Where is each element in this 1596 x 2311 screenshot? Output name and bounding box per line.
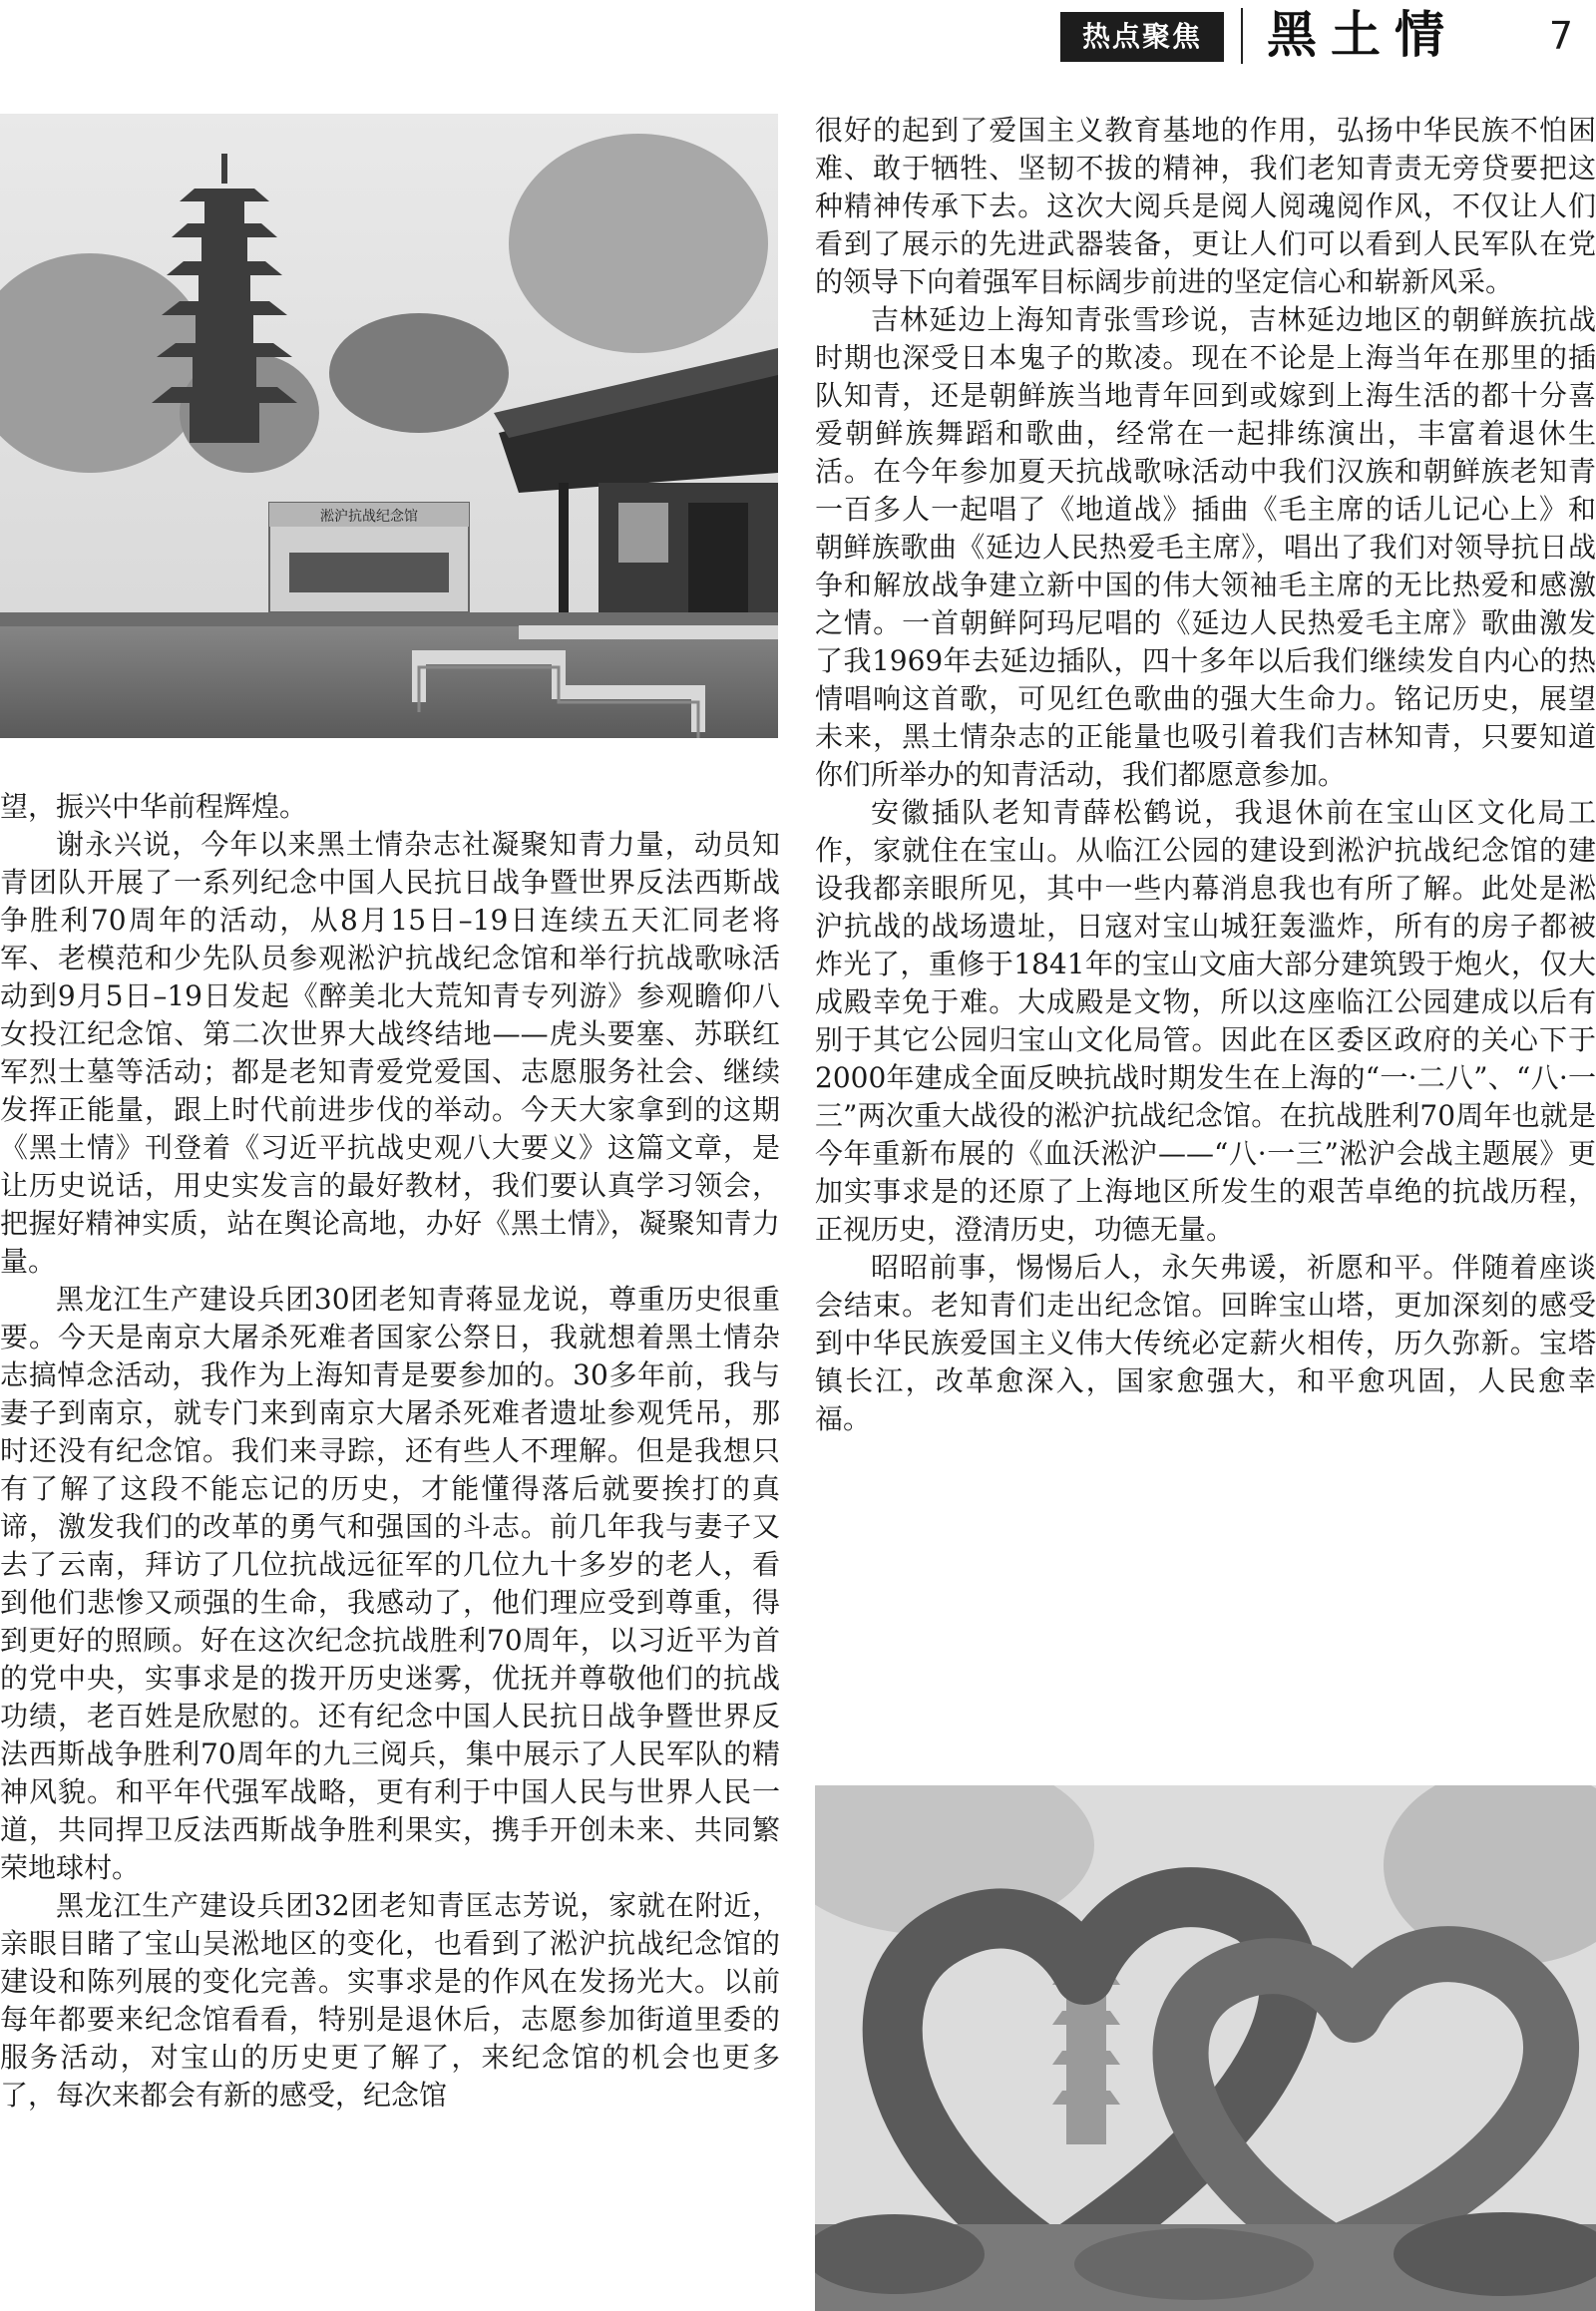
paragraph: 吉林延边上海知青张雪珍说，吉林延边地区的朝鲜族抗战时期也深受日本鬼子的欺凌。现在不论是上海当年在那里的插队知青，还是朝鲜族当地青年回到或嫁到上海生活的都十分喜爱朝鲜族舞蹈和歌曲，经常在一起排练演出，丰富着退休生活。在今年参加夏天抗战歌咏活动中我们汉族和朝鲜族老知青一百多人一起唱了《地道战》插曲《毛主席的话儿记心上》和朝鲜族歌曲《延边人民热爱毛主席》，唱出了我们对领导抗日战争和解放战争建立新中国的伟大领袖毛主席的无比热爱和感激之情。一首朝鲜阿玛尼唱的《延边人民热爱毛主席》歌曲激发了我1969年去延边插队，四十多年以后我们继续发自内心的热情唱响这首歌，可见红色歌曲的强大生命力。铭记历史，展望未来，黑土情杂志的正能量也吸引着我们吉林知青，只要知道你们所举办的知青活动，我们都愿意参加。 [815, 303, 1596, 791]
paragraph: 望，振兴中华前程辉煌。 [0, 790, 308, 823]
article-left-column [0, 788, 780, 2311]
paragraph: 昭昭前事，惕惕后人，永矢弗谖，祈愿和平。伴随着座谈会结束。老知青们走出纪念馆。回眸宝山塔，更加深刻的感受到中华民族爱国主义伟大传统必定薪火相传，历久弥新。宝塔镇长江，改革愈深入，国家愈强大，和平愈巩固，人民愈幸福。 [815, 1251, 1596, 1435]
paragraph: 谢永兴说，今年以来黑土情杂志社凝聚知青力量，动员知青团队开展了一系列纪念中国人民抗日战争暨世界反法西斯战争胜利70周年的活动，从8月15日–19日连续五天汇同老将军、老模范和少先队员参观淞沪抗战纪念馆和举行抗战歌咏活动到9月5日–19日发起《醉美北大荒知青专列游》参观瞻仰八女投江纪念馆、第二次世界大战终结地——虎头要塞、苏联红军烈士墓等活动；都是老知青爱党爱国、志愿服务社会、继续发挥正能量，跟上时代前进步伐的举动。今天大家拿到的这期《黑土情》刊登着《习近平抗战史观八大要义》这篇文章，是让历史说话，用史实发言的最好教材，我们要认真学习领会，把握好精神实质，站在舆论高地，办好《黑土情》，凝聚知青力量。 [0, 828, 780, 1278]
magazine-title: 黑土情 [1267, 5, 1458, 64]
paragraph: 黑龙江生产建设兵团32团老知青匡志芳说，家就在附近，亲眼目睹了宝山吴淞地区的变化，也看到了淞沪抗战纪念馆的建设和陈列展的变化完善。实事求是的作风在发扬光大。以前每年都要来纪念馆看看，特别是退休后，志愿参加街道里委的服务活动，对宝山的历史更了解了，来纪念馆的机会也更多了，每次来都会有新的感受，纪念馆 [0, 1889, 780, 2112]
page-number: 7 [1548, 14, 1574, 58]
heart-topiary-photo [815, 1785, 1596, 2311]
page-header [0, 0, 1596, 78]
paragraph: 安徽插队老知青薛松鹤说，我退休前在宝山区文化局工作，家就住在宝山。从临江公园的建设到淞沪抗战纪念馆的建设我都亲眼所见，其中一些内幕消息我也有所了解。此处是淞沪抗战的战场遗址，日寇对宝山城狂轰滥炸，所有的房子都被炸光了，重修于1841年的宝山文庙大部分建筑毁于炮火，仅大成殿幸免于难。大成殿是文物，所以这座临江公园建成以后有别于其它公园归宝山文化局管。因此在区委区政府的关心下于2000年建成全面反映抗战时期发生在上海的“一·二八”、“八·一三”两次重大战役的淞沪抗战纪念馆。在抗战胜利70周年也就是今年重新布展的《血沃淞沪——“八·一三”淞沪会战主题展》更加实事求是的还原了上海地区所发生的艰苦卓绝的抗战历程，正视历史，澄清历史，功德无量。 [815, 796, 1596, 1246]
paragraph: 黑龙江生产建设兵团30团老知青蒋显龙说，尊重历史很重要。今天是南京大屠杀死难者国家公祭日，我就想着黑土情杂志搞悼念活动，我作为上海知青是要参加的。30多年前，我与妻子到南京，就专门来到南京大屠杀死难者遗址参观凭吊，那时还没有纪念馆。我们来寻踪，还有些人不理解。但是我想只有了解了这段不能忘记的历史，才能懂得落后就要挨打的真谛，激发我们的改革的勇气和强国的斗志。前几年我与妻子又去了云南，拜访了几位抗战远征军的几位九十多岁的老人，看到他们悲惨又顽强的生命，我感动了，他们理应受到尊重，得到更好的照顾。好在这次纪念抗战胜利70周年，以习近平为首的党中央，实事求是的拨开历史迷雾，优抚并尊敬他们的抗战功绩，老百姓是欣慰的。还有纪念中国人民抗日战争暨世界反法西斯战争胜利70周年的九三阅兵，集中展示了人民军队的精神风貌。和平年代强军战略，更有利于中国人民与世界人民一道，共同捍卫反法西斯战争胜利果实，携手开创未来、共同繁荣地球村。 [0, 1283, 780, 1884]
section-tag: 热点聚焦 [1060, 12, 1224, 62]
paragraph: 很好的起到了爱国主义教育基地的作用，弘扬中华民族不怕困难、敢于牺牲、坚韧不拔的精神，我们老知青责无旁贷要把这种精神传承下去。这次大阅兵是阅人阅魂阅作风，不仅让人们看到了展示的先进武器装备，更让人们可以看到人民军队在党的领导下向着强军目标阔步前进的坚定信心和崭新风采。 [815, 114, 1596, 298]
header-divider [1241, 8, 1243, 64]
pagoda-pavilion-photo [0, 114, 778, 738]
museum-sign-text: 淞沪抗战纪念馆 [320, 509, 418, 525]
article-right-column [815, 112, 1596, 1777]
